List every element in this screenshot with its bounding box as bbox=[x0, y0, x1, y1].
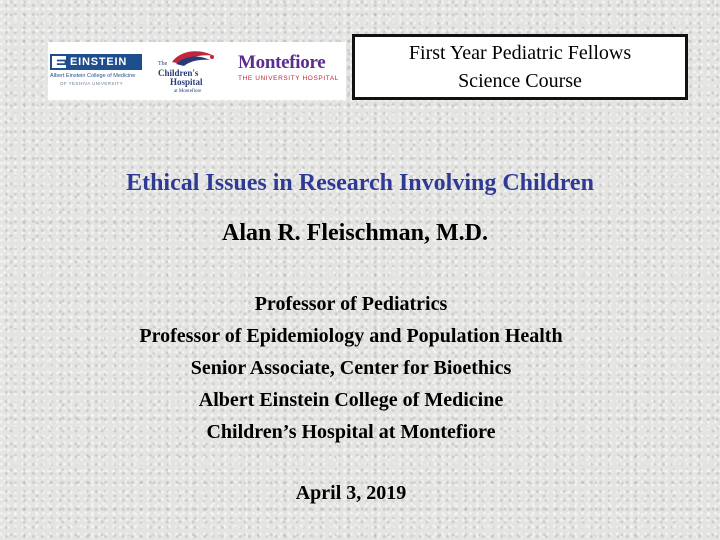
course-title-box bbox=[352, 34, 688, 100]
chm-the-text: The bbox=[158, 61, 168, 67]
einstein-e-icon bbox=[52, 56, 66, 68]
presentation-title: Ethical Issues in Research Involving Children bbox=[126, 170, 594, 196]
presentation-date: April 3, 2019 bbox=[295, 482, 407, 504]
einstein-logo-tagline: OF YESHIVA UNIVERSITY bbox=[60, 81, 123, 86]
affiliation-list bbox=[0, 288, 720, 448]
chm-at-text: at Montefiore bbox=[174, 89, 202, 94]
logo-strip bbox=[48, 42, 346, 100]
childrens-hospital-wordmark bbox=[158, 60, 203, 96]
einstein-logo-bar bbox=[50, 54, 142, 70]
childrens-hospital-logo bbox=[154, 46, 224, 96]
affiliation-line: Professor of Epidemiology and Population Health bbox=[139, 325, 563, 347]
einstein-logo bbox=[50, 50, 144, 94]
montefiore-logo bbox=[238, 52, 344, 92]
chm-children-text: Children's bbox=[158, 68, 199, 78]
course-title-line-2: Science Course bbox=[458, 70, 582, 92]
author-name: Alan R. Fleischman, M.D. bbox=[222, 220, 488, 246]
affiliation-line: Albert Einstein College of Medicine bbox=[198, 389, 504, 411]
affiliation-line: Senior Associate, Center for Bioethics bbox=[190, 357, 512, 379]
course-title-line-1: First Year Pediatric Fellows bbox=[408, 42, 632, 64]
montefiore-logo-subtitle: THE UNIVERSITY HOSPITAL bbox=[238, 75, 339, 82]
chm-hospital-text: Hospital bbox=[170, 77, 203, 87]
affiliation-line: Children’s Hospital at Montefiore bbox=[206, 421, 496, 443]
einstein-logo-word: EINSTEIN bbox=[70, 56, 128, 68]
affiliation-line: Professor of Pediatrics bbox=[254, 293, 448, 315]
einstein-logo-subtitle: Albert Einstein College of Medicine bbox=[50, 73, 136, 79]
montefiore-logo-word: Montefiore bbox=[238, 52, 326, 73]
